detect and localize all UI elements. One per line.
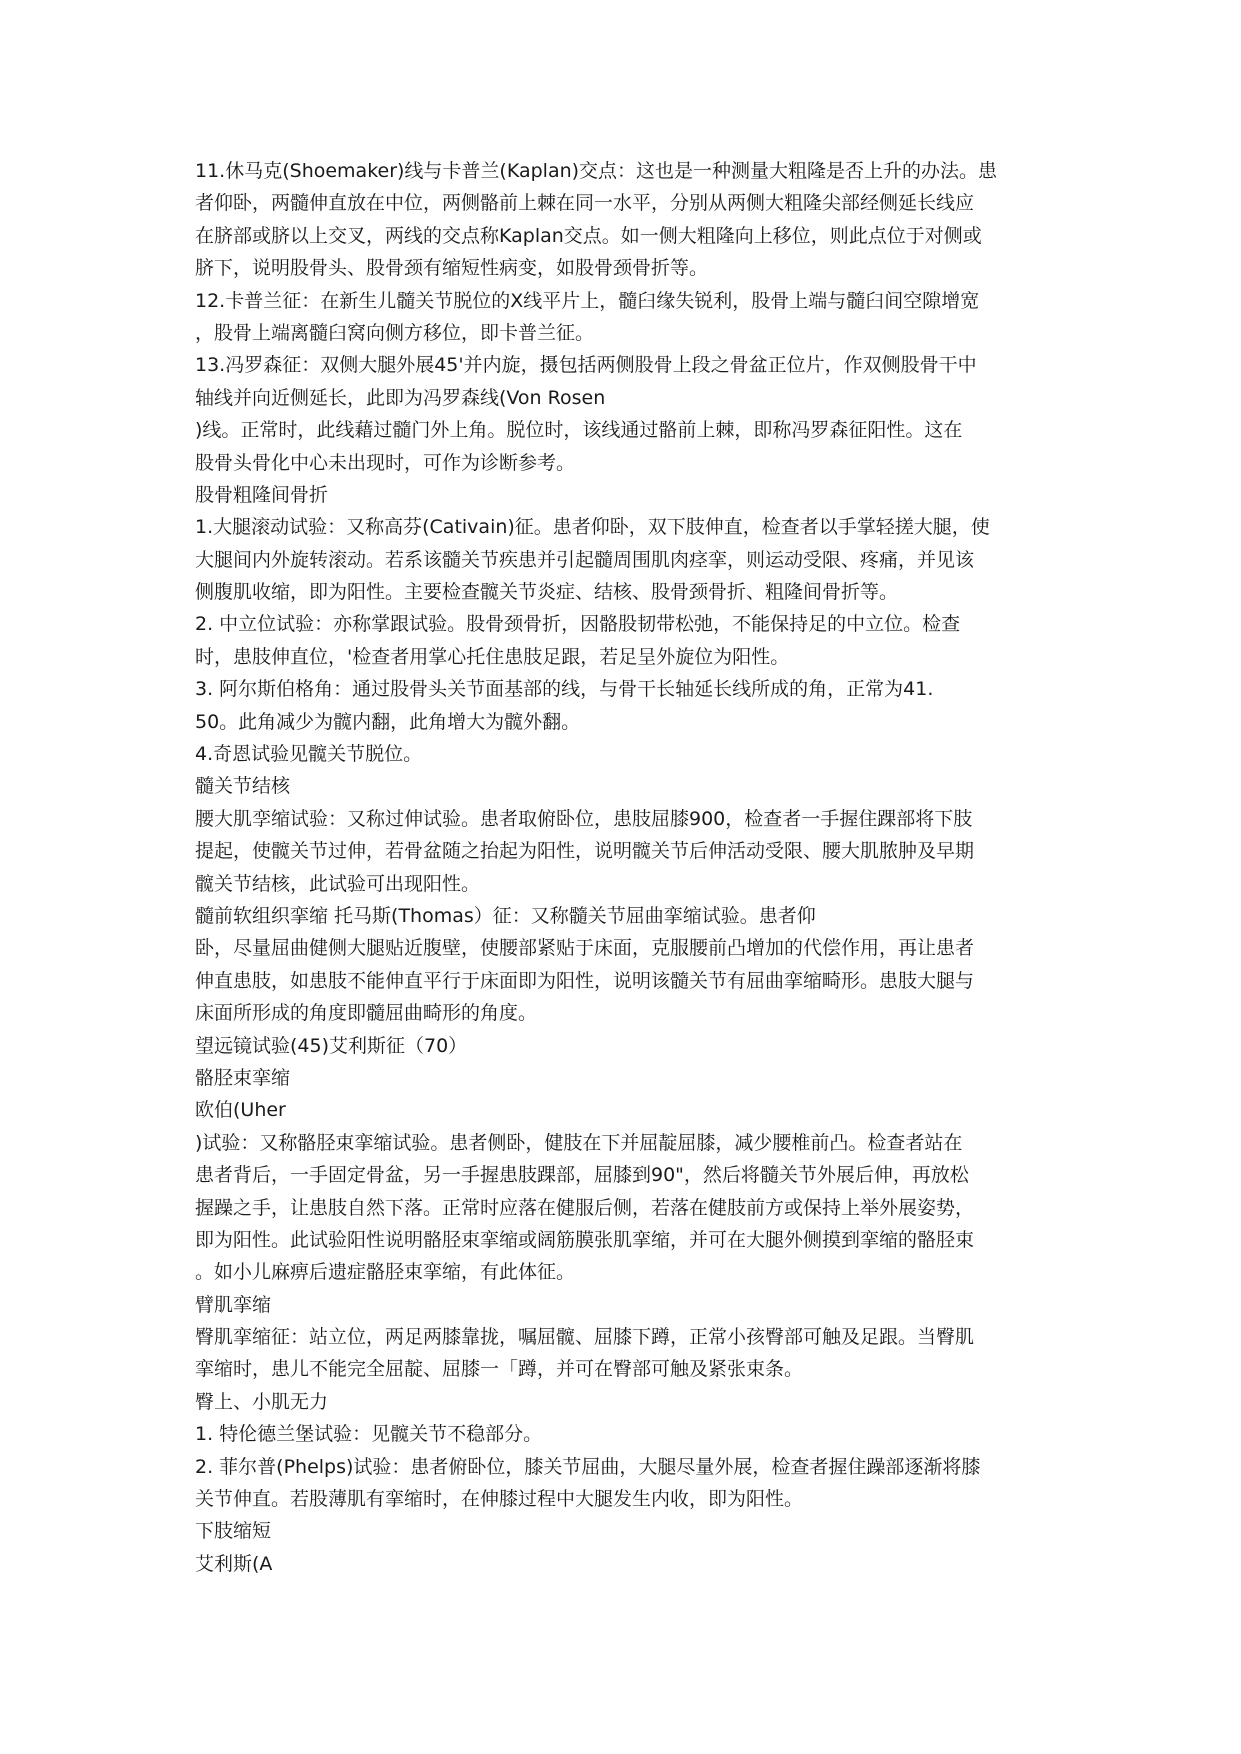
text-line: 11.休马克(Shoemaker)线与卡普兰(Kaplan)交点：这也是一种测量大粗隆是否上升的办法。患 <box>195 160 998 182</box>
text-line: 在脐部或脐以上交叉，两线的交点称Kaplan交点。如一侧大粗隆向上移位，则此点位于对侧或 <box>195 224 982 247</box>
text-line: 艾利斯(A <box>195 1552 273 1575</box>
section-heading: 股骨粗隆间骨折 <box>195 483 329 506</box>
text-line: 髓前软组织挛缩 托马斯(Thomas）征：又称髓关节屈曲挛缩试验。患者仰 <box>195 904 816 927</box>
section-heading: 骼胫束挛缩 <box>195 1066 291 1089</box>
text-line: 床面所形成的角度即髓屈曲畸形的角度。 <box>195 1002 538 1025</box>
text-line: 4.奇恩试验见髋关节脱位。 <box>195 743 423 766</box>
text-line: 13.冯罗森征：双侧大腿外展45'并内旋，摄包括两侧股骨上段之骨盆正位片，作双侧股骨干中 <box>195 354 977 377</box>
section-heading: 下肢缩短 <box>195 1520 272 1543</box>
text-line: 卧，尽量屈曲健侧大腿贴近腹壁，使腰部紧贴于床面，克服腰前凸增加的代偿作用，再让患者 <box>195 937 975 960</box>
text-line: 望远镜试验(45)艾利斯征（70） <box>195 1034 468 1057</box>
text-line: 轴线并向近侧延长，此即为冯罗森线(Von Rosen <box>195 386 606 409</box>
text-line: 者仰卧，两髓伸直放在中位，两侧骼前上棘在同一水平，分别从两侧大粗隆尖部经侧延长线应 <box>195 192 975 215</box>
text-line: 2. 中立位试验：亦称掌跟试验。股骨颈骨折，因骼股韧带松弛，不能保持足的中立位。检查 <box>195 613 961 636</box>
text-line: ，股骨上端离髓臼窝向侧方移位，即卡普兰征。 <box>195 321 595 344</box>
text-line: )线。正常时，此线藉过髓门外上角。脱位时，该线通过骼前上棘，即称冯罗森征阳性。这在 <box>195 419 963 442</box>
text-line: 时，患肢伸直位，'检查者用掌心托住患肢足跟，若足呈外旋位为阳性。 <box>195 645 790 668</box>
text-line: 关节伸直。若股薄肌有挛缩时，在伸膝过程中大腿发生内收，即为阳性。 <box>195 1488 804 1511</box>
text-line: 12.卡普兰征：在新生儿髓关节脱位的X线平片上，髓臼缘失锐利，股骨上端与髓臼间空隙增宽 <box>195 289 980 312</box>
text-line: 即为阳性。此试验阳性说明骼胫束挛缩或阔筋膜张肌挛缩，并可在大腿外侧摸到挛缩的骼胫束 <box>195 1228 975 1251</box>
text-line: 欧伯(Uher <box>195 1099 286 1122</box>
text-line: 握躁之手，让患肢自然下落。正常时应落在健服后侧，若落在健肢前方或保持上举外展姿势， <box>195 1196 975 1219</box>
text-line: 腰大肌孪缩试验：又称过伸试验。患者取俯卧位，患肢屈膝900，检查者一手握住踝部将下肢 <box>195 807 973 830</box>
text-line: 大腿间内外旋转滚动。若系该髓关节疾患并引起髓周围肌肉痉挛，则运动受限、疼痛，并见该 <box>195 548 975 571</box>
text-line: )试验：又称骼胫束挛缩试验。患者侧卧，健肢在下并屈靛屈膝，减少腰椎前凸。检查者站在 <box>195 1131 963 1154</box>
text-line: 1.大腿滚动试验：又称高芬(Cativain)征。患者仰卧，双下肢伸直，检查者以手掌轻搓大腿，使 <box>195 516 990 539</box>
text-line: 挛缩时，患儿不能完全屈靛、屈膝一「蹲，并可在臀部可触及紧张束条。 <box>195 1358 804 1381</box>
text-line: 患者背后，一手固定骨盆，另一手握患肢踝部，屈膝到90"，然后将髓关节外展后伸，再放松 <box>195 1164 969 1187</box>
text-line: 提起，使髋关节过伸，若骨盆随之抬起为阳性，说明髋关节后伸活动受限、腰大肌脓肿及早期 <box>195 840 975 863</box>
section-heading: 臀上、小肌无力 <box>195 1390 329 1413</box>
text-line: 。如小儿麻痹后遗症骼胫束挛缩，有此体征。 <box>195 1261 576 1284</box>
text-line: 50。此角减少为髋内翻，此角增大为髋外翻。 <box>195 710 581 733</box>
text-line: 3. 阿尔斯伯格角：通过股骨头关节面基部的线，与骨干长轴延长线所成的角，正常为41. <box>195 678 934 701</box>
text-line: 脐下，说明股骨头、股骨颈有缩短性病变，如股骨颈骨折等。 <box>195 257 709 280</box>
text-line: 2. 菲尔普(Phelps)试验：患者俯卧位，膝关节屈曲，大腿尽量外展，检查者握住躁部逐渐将膝 <box>195 1455 981 1478</box>
document-body <box>195 155 1065 1580</box>
text-line: 伸直患肢，如患肢不能伸直平行于床面即为阳性，说明该髓关节有屈曲挛缩畸形。患肢大腿与 <box>195 969 975 992</box>
text-line: 1. 特伦德兰堡试验：见髋关节不稳部分。 <box>195 1423 543 1446</box>
text-line: 髋关节结核，此试验可出现阳性。 <box>195 872 481 895</box>
section-heading: 髓关节结核 <box>195 775 291 798</box>
text-line: 侧腹肌收缩，即为阳性。主要检查髋关节炎症、结核、股骨颈骨折、粗隆间骨折等。 <box>195 581 899 604</box>
text-line: 臀肌挛缩征：站立位，两足两膝靠拢，嘱屈髋、屈膝下蹲，正常小孩臀部可触及足跟。当臀肌 <box>195 1326 975 1349</box>
text-line: 股骨头骨化中心未出现时，可作为诊断参考。 <box>195 451 576 474</box>
section-heading: 臂肌挛缩 <box>195 1293 272 1316</box>
